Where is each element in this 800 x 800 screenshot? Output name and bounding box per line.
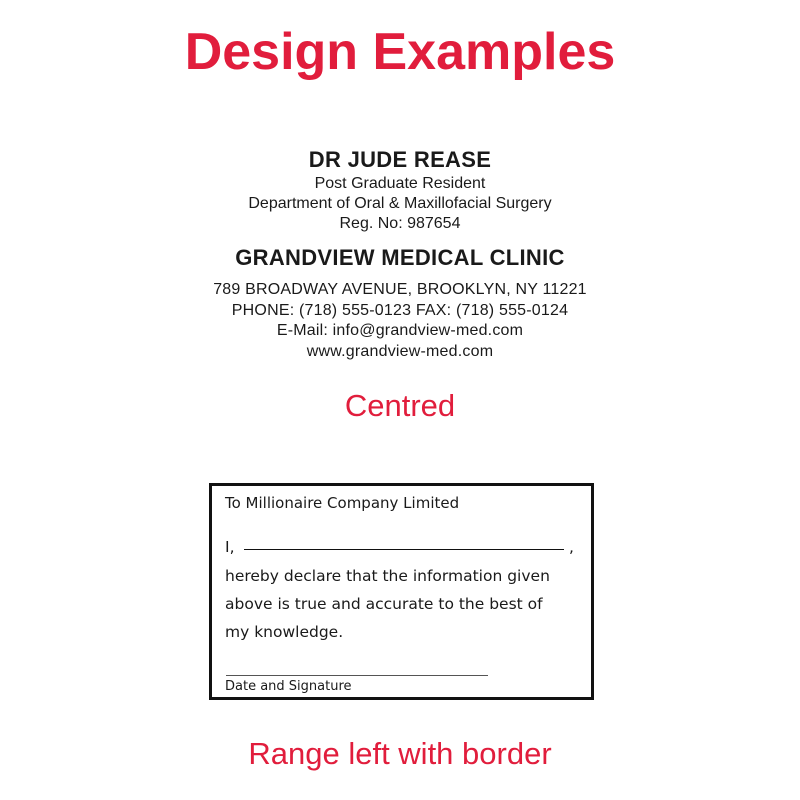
doctor-name: DR JUDE REASE — [308, 147, 492, 172]
declaration-line-1: hereby declare that the information given — [225, 567, 550, 585]
signature-line — [226, 675, 488, 676]
name-comma: , — [569, 538, 574, 556]
caption-range-left: Range left with border — [248, 736, 552, 771]
signature-label: Date and Signature — [225, 679, 352, 694]
clinic-name: GRANDVIEW MEDICAL CLINIC — [235, 245, 565, 270]
page-title: Design Examples — [184, 23, 616, 81]
caption-centred: Centred — [344, 388, 456, 423]
clinic-street-address: 789 BROADWAY AVENUE, BROOKLYN, NY 11221 — [213, 281, 587, 298]
name-fill-line — [244, 549, 564, 550]
declaration-line-2: above is true and accurate to the best of — [225, 595, 543, 613]
clinic-address-block — [0, 280, 800, 362]
clinic-email: E-Mail: info@grandview-med.com — [276, 322, 524, 339]
clinic-phone-fax: PHONE: (718) 555-0123 FAX: (718) 555-0124 — [231, 301, 569, 319]
addressee-line: To Millionaire Company Limited — [225, 494, 460, 512]
declaration-line-3: my knowledge. — [225, 623, 344, 641]
declarant-label: I, — [225, 538, 235, 556]
clinic-website: www.grandview-med.com — [306, 342, 494, 360]
doctor-title: Post Graduate Resident — [314, 175, 486, 192]
doctor-department: Department of Oral & Maxillofacial Surgery — [248, 195, 552, 212]
centred-stamp-example — [0, 146, 800, 362]
doctor-registration: Reg. No: 987654 — [339, 215, 461, 232]
bordered-stamp-example — [209, 483, 594, 700]
